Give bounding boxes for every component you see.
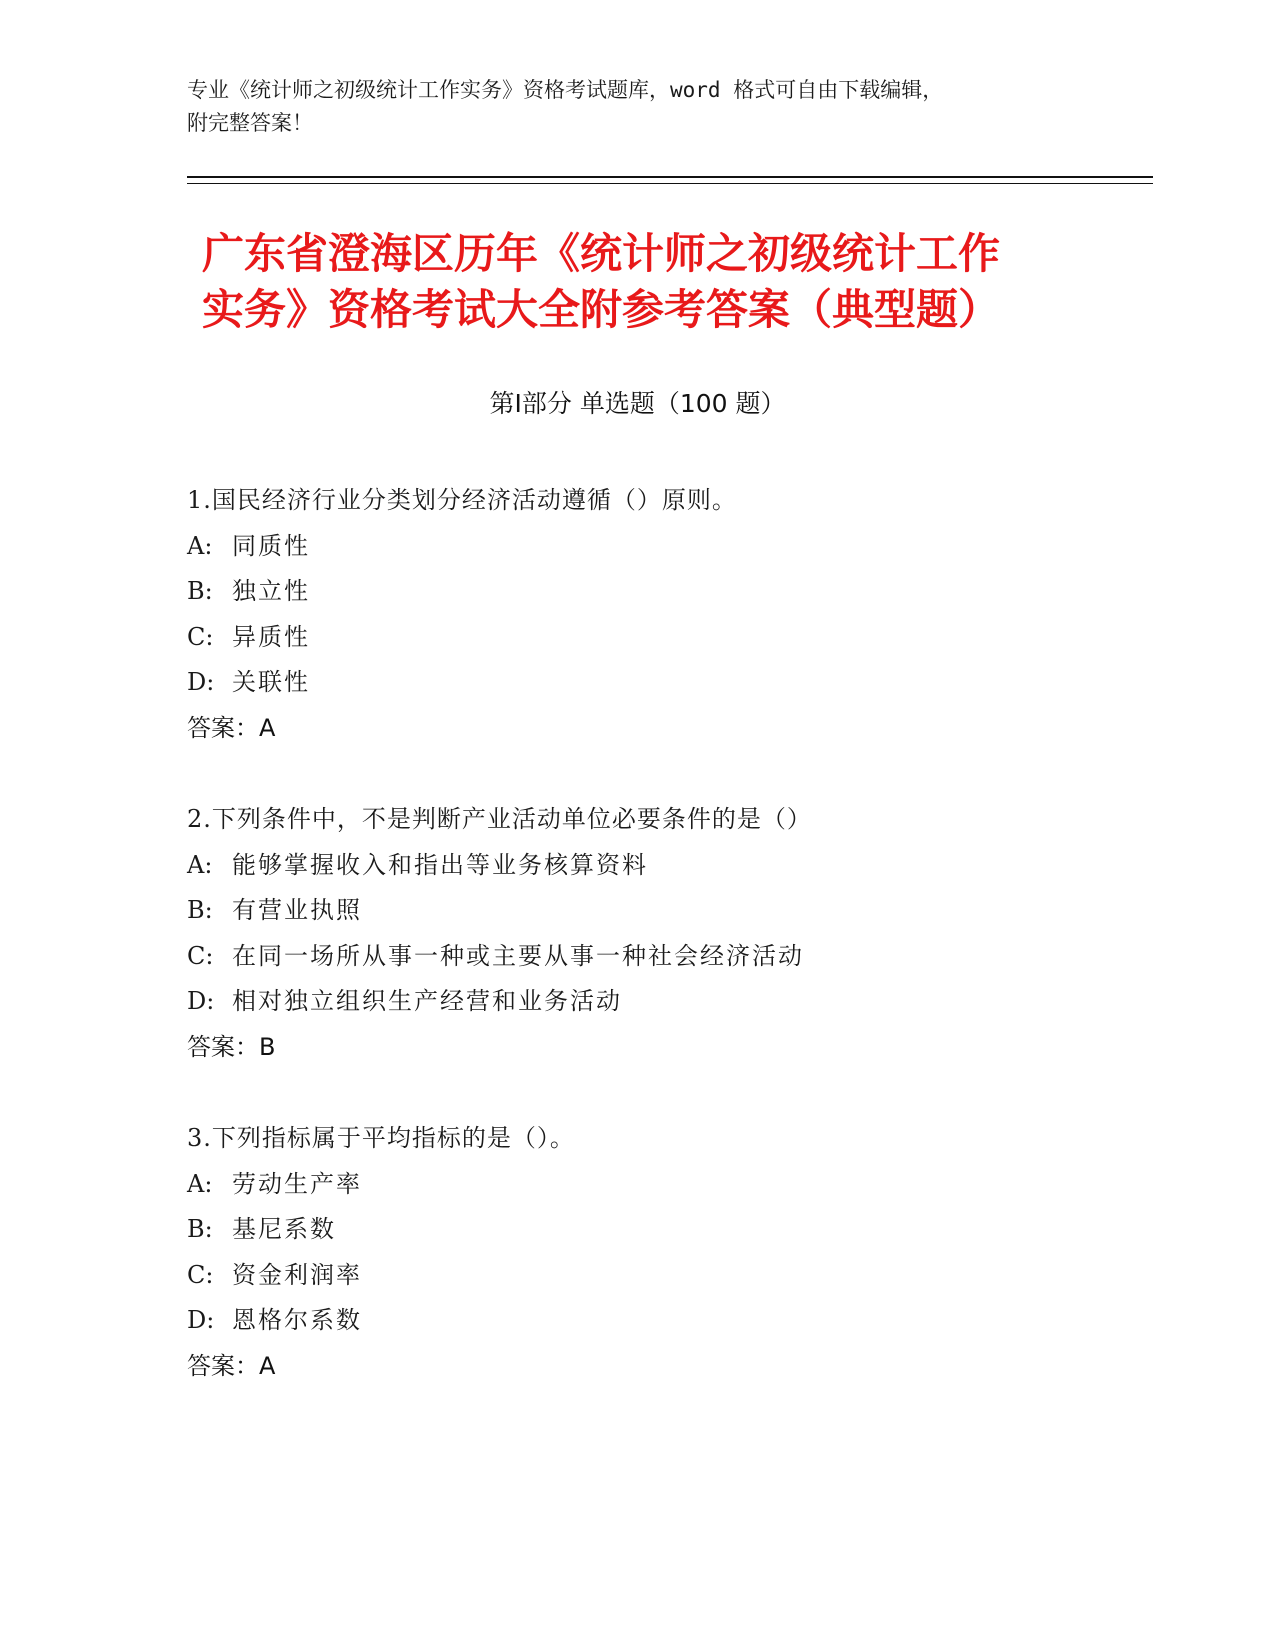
option-letter: B: xyxy=(187,896,213,924)
option-b xyxy=(187,569,1147,615)
option-letter: C: xyxy=(187,1260,214,1289)
option-text: 同质性 xyxy=(232,531,310,560)
header-note-line1: 专业《统计师之初级统计工作实务》资格考试题库，word 格式可自由下载编辑， xyxy=(187,78,944,102)
option-b xyxy=(187,888,1147,934)
option-d xyxy=(187,1298,1147,1344)
option-text: 劳动生产率 xyxy=(232,1169,362,1198)
question-item xyxy=(187,478,1147,751)
option-letter: B: xyxy=(187,1215,213,1243)
option-c xyxy=(187,934,1147,980)
question-item xyxy=(187,797,1147,1070)
question-prompt: 2.下列条件中，不是判断产业活动单位必要条件的是（） xyxy=(187,805,812,833)
option-text: 独立性 xyxy=(232,577,310,605)
option-a xyxy=(187,524,1147,570)
option-text: 基尼系数 xyxy=(232,1215,336,1243)
option-letter: A: xyxy=(187,531,213,560)
option-text: 资金利润率 xyxy=(232,1260,362,1289)
answer-line: 答案：B xyxy=(187,1032,276,1061)
option-letter: C: xyxy=(187,622,214,651)
document-title-line2: 实务》资格考试大全附参考答案（典型题） xyxy=(202,285,1001,334)
section-title: 第Ⅰ部分 单选题（100 题） xyxy=(489,389,786,418)
option-a xyxy=(187,1162,1147,1208)
option-b xyxy=(187,1207,1147,1253)
document-title xyxy=(202,226,1102,338)
option-letter: A: xyxy=(187,1169,213,1198)
option-text: 异质性 xyxy=(232,622,310,651)
header-note-line2: 附完整答案！ xyxy=(187,111,313,135)
option-letter: D: xyxy=(187,987,215,1015)
document-title-line1: 广东省澄海区历年《统计师之初级统计工作 xyxy=(202,229,1001,278)
answer-line: 答案：A xyxy=(187,1351,276,1380)
option-letter: B: xyxy=(187,577,213,605)
option-letter: D: xyxy=(187,1306,215,1334)
option-text: 能够掌握收入和指出等业务核算资料 xyxy=(232,850,648,879)
option-text: 有营业执照 xyxy=(232,896,362,924)
option-letter: C: xyxy=(187,941,214,970)
option-letter: D: xyxy=(187,668,215,696)
option-text: 关联性 xyxy=(232,668,310,696)
option-c xyxy=(187,615,1147,661)
option-text: 恩格尔系数 xyxy=(232,1306,362,1334)
option-letter: A: xyxy=(187,850,213,879)
option-c xyxy=(187,1253,1147,1299)
header-note xyxy=(187,74,1087,140)
question-list xyxy=(187,478,1147,1435)
question-prompt: 1.国民经济行业分类划分经济活动遵循（）原则。 xyxy=(187,486,737,514)
header-divider-thick xyxy=(187,176,1153,178)
option-d xyxy=(187,979,1147,1025)
option-d xyxy=(187,660,1147,706)
question-prompt: 3.下列指标属于平均指标的是（）。 xyxy=(187,1124,575,1152)
option-text: 相对独立组织生产经营和业务活动 xyxy=(232,987,622,1015)
option-text: 在同一场所从事一种或主要从事一种社会经济活动 xyxy=(232,941,804,970)
header-divider-thin xyxy=(187,183,1153,184)
answer-line: 答案：A xyxy=(187,713,276,742)
option-a xyxy=(187,843,1147,889)
question-item xyxy=(187,1116,1147,1389)
